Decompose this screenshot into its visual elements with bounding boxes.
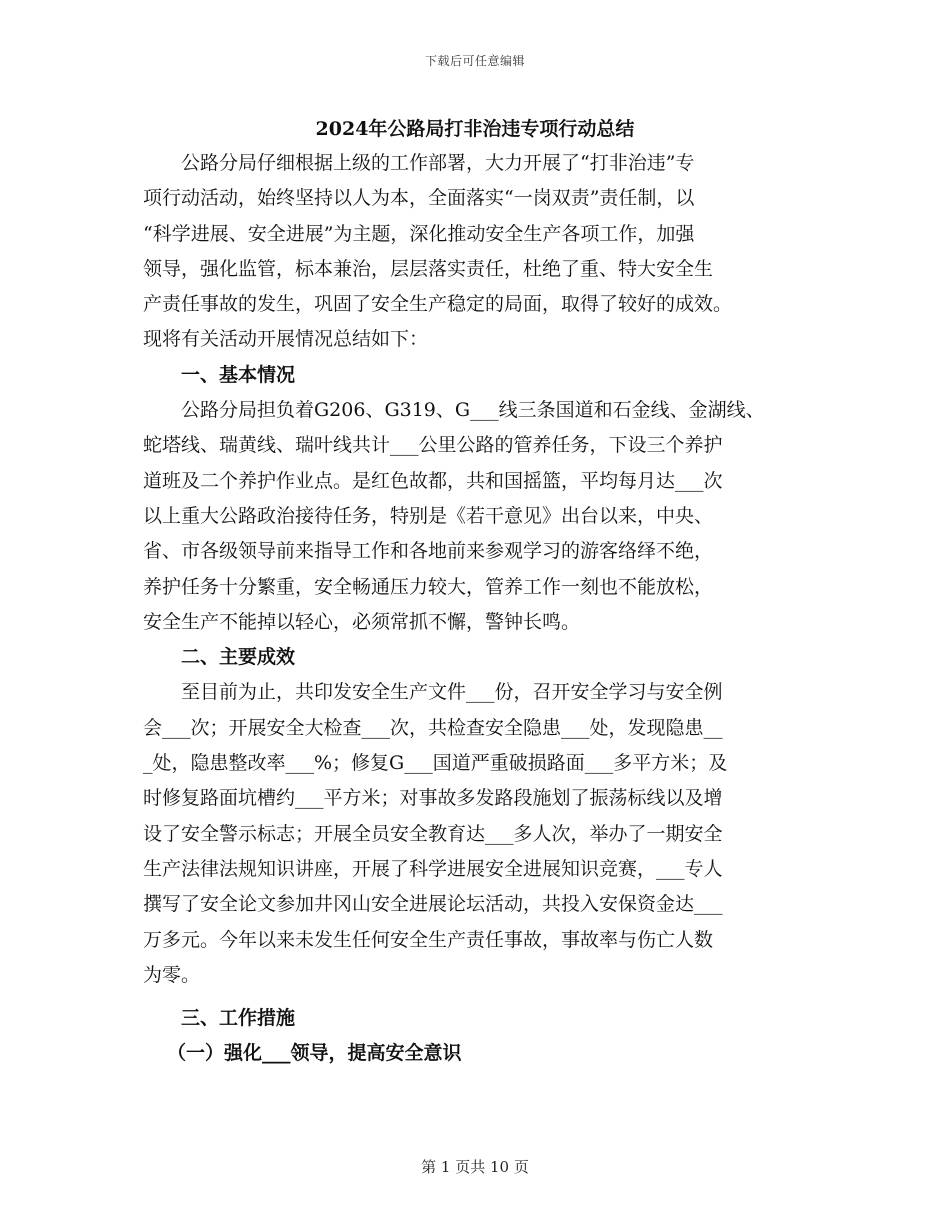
intro-line: 项行动活动，始终坚持以人为本，全面落实“一岗双责”责任制，以 (143, 187, 695, 210)
intro-line: 产责任事故的发生，巩固了安全生产稳定的局面，取得了较好的成效。 (143, 293, 733, 316)
section2-line: 为零。 (143, 963, 201, 986)
section2-line: 至目前为止，共印发安全生产文件___份，召开安全学习与安全例 (181, 681, 723, 704)
section-heading-results: 二、主要成效 (181, 646, 296, 669)
page-number: 第 1 页共 10 页 (421, 1158, 529, 1176)
document-title: 2024年公路局打非治违专项行动总结 (315, 118, 635, 140)
section1-line: 道班及二个养护作业点。是红色故都，共和国摇篮，平均每月达___次 (143, 469, 723, 492)
section2-line: _处，隐患整改率___%；修复G___国道严重破损路面___多平方米；及 (143, 752, 728, 775)
section-heading-measures: 三、工作措施 (181, 1007, 296, 1030)
section2-line: 撰写了安全论文参加井冈山安全进展论坛活动，共投入安保资金达___ (143, 893, 723, 916)
section1-line: 安全生产不能掉以轻心，必须常抓不懈，警钟长鸣。 (143, 610, 581, 633)
intro-line: 现将有关活动开展情况总结如下： (143, 328, 429, 351)
intro-line: 公路分局仔细根据上级的工作部署，大力开展了“打非治违”专 (181, 152, 695, 174)
section2-line: 万多元。今年以来未发生任何安全生产责任事故，事故率与伤亡人数 (143, 928, 714, 951)
section1-line: 养护任务十分繁重，安全畅通压力较大，管养工作一刻也不能放松， (143, 575, 714, 598)
section-heading-basic: 一、基本情况 (181, 363, 296, 386)
section2-line: 时修复路面坑槽约___平方米；对事故多发路段施划了振荡标线以及增 (143, 787, 723, 810)
section2-line: 会___次；开展安全大检查___次，共检查安全隐患___处，发现隐患__ (143, 716, 723, 739)
section1-line: 以上重大公路政治接待任务，特别是《若干意见》出台以来，中央、 (143, 504, 714, 527)
subsection-heading: （一）强化___领导，提高安全意识 (167, 1042, 462, 1065)
document-body (143, 146, 811, 1072)
intro-line: “科学进展、安全进展”为主题，深化推动安全生产各项工作，加强 (143, 222, 695, 245)
section2-line: 设了安全警示标志；开展全员安全教育达___多人次，举办了一期安全 (143, 822, 723, 845)
page-header-note: 下载后可任意编辑 (424, 54, 525, 68)
section1-line: 蛇塔线、瑞黄线、瑞叶线共计___公里公路的管养任务，下设三个养护 (143, 434, 723, 457)
intro-line: 领导，强化监管，标本兼治，层层落实责任，杜绝了重、特大安全生 (143, 257, 714, 280)
section1-line: 公路分局担负着G206、G319、G___线三条国道和石金线、金湖线、 (181, 399, 765, 422)
section2-line: 生产法律法规知识讲座，开展了科学进展安全进展知识竞赛，___专人 (143, 857, 723, 880)
section1-line: 省、市各级领导前来指导工作和各地前来参观学习的游客络绎不绝， (143, 540, 714, 563)
